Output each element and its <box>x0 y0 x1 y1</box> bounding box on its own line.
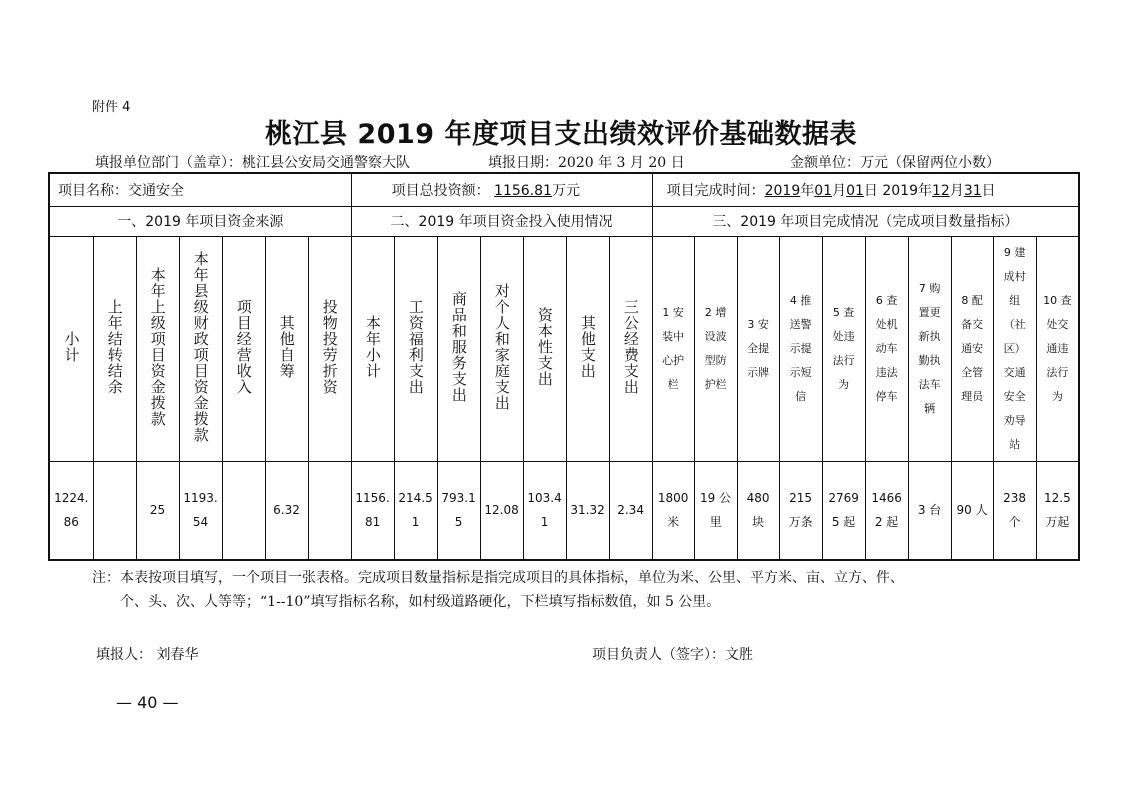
value-cell <box>394 461 437 560</box>
section-completion: 三、2019 年项目完成情况（完成项目数量指标） <box>652 206 1079 236</box>
value-cell <box>951 461 993 560</box>
indicator-7: 7 购置更新执勤执法车辆 <box>918 281 941 415</box>
start-day: 01 <box>846 182 864 199</box>
header-cell <box>652 236 694 461</box>
filling-date: 填报日期：2020 年 3 月 20 日 <box>488 155 685 171</box>
end-month: 12 <box>931 182 950 199</box>
total-investment-value: 1156.81 <box>494 182 552 199</box>
header-goods-services: 商品和服务支出 <box>449 290 468 403</box>
header-cell <box>480 236 523 461</box>
page-number: — 40 — <box>116 693 179 712</box>
section-funding-sources: 一、2019 年项目资金来源 <box>49 206 351 236</box>
value-subtotal: 1224.86 <box>54 491 89 530</box>
header-cell <box>351 236 394 461</box>
project-leader: 项目负责人（签字）：文胜 <box>592 647 753 663</box>
start-year: 2019 <box>764 182 801 199</box>
value-county-funds: 1193.54 <box>183 491 218 530</box>
value-indicator-8: 90 人 <box>956 503 988 518</box>
value-self-raised: 6.32 <box>273 503 300 518</box>
header-cell <box>179 236 222 461</box>
header-cell <box>822 236 865 461</box>
header-three-public: 三公经费支出 <box>621 298 640 395</box>
header-wages: 工资福利支出 <box>406 298 425 395</box>
completion-time-cell <box>652 173 1079 206</box>
value-other-expense: 31.32 <box>570 503 605 518</box>
value-cell <box>779 461 822 560</box>
value-indicator-1: 1800 米 <box>657 491 689 530</box>
indicator-10: 10 查处交通违法行为 <box>1043 293 1072 403</box>
value-cell <box>908 461 951 560</box>
value-cell <box>566 461 609 560</box>
info-row <box>49 173 1079 206</box>
value-cell <box>136 461 179 560</box>
data-table <box>48 172 1080 561</box>
header-cell <box>1036 236 1079 461</box>
project-name-label: 项目名称： <box>58 182 128 199</box>
indicator-8: 8 配备交通安全管理员 <box>961 293 984 403</box>
header-cell <box>694 236 737 461</box>
day-char: 日 <box>981 182 996 199</box>
note-line-2: 个、头、次、人等等；“1--10”填写指标名称，如村级道路硬化，下栏填写指标数值，如 5 公里。 <box>120 594 721 610</box>
value-cell <box>652 461 694 560</box>
total-investment-label: 项目总投资额： <box>391 182 490 199</box>
indicator-3: 3 安全提示牌 <box>747 317 770 379</box>
filler-info-line <box>0 152 1122 170</box>
section-fund-usage: 二、2019 年项目资金投入使用情况 <box>351 206 652 236</box>
indicator-9: 9 建成村组（社区）交通安全劝导站 <box>1003 245 1026 451</box>
indicator-4: 4 推送警示提示短信 <box>789 293 812 403</box>
indicator-2: 2 增设波型防护栏 <box>704 305 727 391</box>
project-name-value: 交通安全 <box>128 182 184 199</box>
value-cell <box>993 461 1036 560</box>
header-capital: 资本性支出 <box>535 306 554 387</box>
value-cell <box>694 461 737 560</box>
filler-person: 填报人： 刘春华 <box>96 647 199 663</box>
header-year-subtotal: 本年小计 <box>363 314 382 379</box>
value-cell <box>480 461 523 560</box>
attachment-label: 附件 4 <box>92 100 131 115</box>
value-indicator-10: 12.5 万起 <box>1043 491 1071 530</box>
value-cell <box>523 461 566 560</box>
header-row <box>49 236 1079 461</box>
value-cell <box>93 461 136 560</box>
value-cell <box>609 461 652 560</box>
header-personal-family: 对个人和家庭支出 <box>492 282 511 411</box>
header-cell <box>908 236 951 461</box>
header-cell <box>951 236 993 461</box>
year-char: 年 <box>800 182 815 199</box>
header-other-expense: 其他支出 <box>578 314 597 379</box>
header-in-kind: 投物投劳折资 <box>320 298 339 395</box>
header-cell <box>737 236 779 461</box>
section-row <box>49 206 1079 236</box>
value-cell <box>437 461 480 560</box>
value-indicator-7: 3 台 <box>917 503 942 518</box>
header-carryover: 上年结转结余 <box>105 298 124 395</box>
header-cell <box>222 236 265 461</box>
day-char: 日 <box>863 182 878 199</box>
indicator-5: 5 查处违法行为 <box>832 305 855 391</box>
value-cell <box>822 461 865 560</box>
value-personal-family: 12.08 <box>484 503 519 518</box>
end-day: 31 <box>963 182 982 199</box>
header-cell <box>566 236 609 461</box>
header-cell <box>93 236 136 461</box>
total-investment-cell <box>351 173 652 206</box>
currency-unit: 金额单位：万元（保留两位小数） <box>790 155 1000 171</box>
value-wages: 214.51 <box>398 491 433 530</box>
header-cell <box>49 236 93 461</box>
value-indicator-2: 19 公里 <box>700 491 732 530</box>
value-cell <box>222 461 265 560</box>
total-investment-unit: 万元 <box>551 182 580 199</box>
header-cell <box>779 236 822 461</box>
value-three-public: 2.34 <box>617 503 644 518</box>
header-cell <box>993 236 1036 461</box>
value-cell <box>265 461 308 560</box>
header-self-raised: 其他自筹 <box>277 314 296 379</box>
month-char: 月 <box>832 182 847 199</box>
month-char: 月 <box>949 182 964 199</box>
completion-time-label: 项目完成时间： <box>666 182 765 199</box>
value-indicator-3: 480 块 <box>746 491 770 530</box>
values-row <box>49 461 1079 560</box>
value-cell <box>865 461 908 560</box>
value-capital: 103.41 <box>527 491 562 530</box>
header-subtotal: 小计 <box>62 330 81 363</box>
value-year-subtotal: 1156.81 <box>355 491 390 530</box>
value-indicator-5: 27695 起 <box>828 491 859 530</box>
header-cell <box>523 236 566 461</box>
indicator-1: 1 安装中心护栏 <box>662 305 685 391</box>
header-county-funds: 本年县级财政项目资金拨款 <box>191 250 210 443</box>
value-cell <box>49 461 93 560</box>
year-char: 年 <box>917 182 932 199</box>
indicator-6: 6 查处机动车违法停车 <box>875 293 898 403</box>
table-note <box>92 566 1032 614</box>
note-line-1: 注：本表按项目填写，一个项目一张表格。完成项目数量指标是指完成项目的具体指标，单位为米、公里、平方米、亩、立方、件、 <box>92 570 904 586</box>
header-operating-income: 项目经营收入 <box>234 298 253 395</box>
value-cell <box>351 461 394 560</box>
value-cell <box>179 461 222 560</box>
header-cell <box>265 236 308 461</box>
value-goods-services: 793.15 <box>441 491 476 530</box>
header-cell <box>136 236 179 461</box>
value-cell <box>1036 461 1079 560</box>
value-cell <box>308 461 351 560</box>
header-cell <box>609 236 652 461</box>
value-indicator-9: 238 个 <box>1003 491 1027 530</box>
value-indicator-4: 215 万条 <box>788 491 813 530</box>
header-superior-funds: 本年上级项目资金拨款 <box>148 266 167 427</box>
start-month: 01 <box>814 182 833 199</box>
value-indicator-6: 14662 起 <box>871 491 902 530</box>
end-year: 2019 <box>882 182 918 199</box>
project-name-cell <box>49 173 351 206</box>
value-cell <box>737 461 779 560</box>
filling-department: 填报单位部门（盖章）：桃江县公安局交通警察大队 <box>95 155 410 171</box>
header-cell <box>394 236 437 461</box>
value-superior-funds: 25 <box>149 503 166 518</box>
header-cell <box>865 236 908 461</box>
header-cell <box>437 236 480 461</box>
page-title: 桃江县 2019 年度项目支出绩效评价基础数据表 <box>265 119 857 150</box>
header-cell <box>308 236 351 461</box>
